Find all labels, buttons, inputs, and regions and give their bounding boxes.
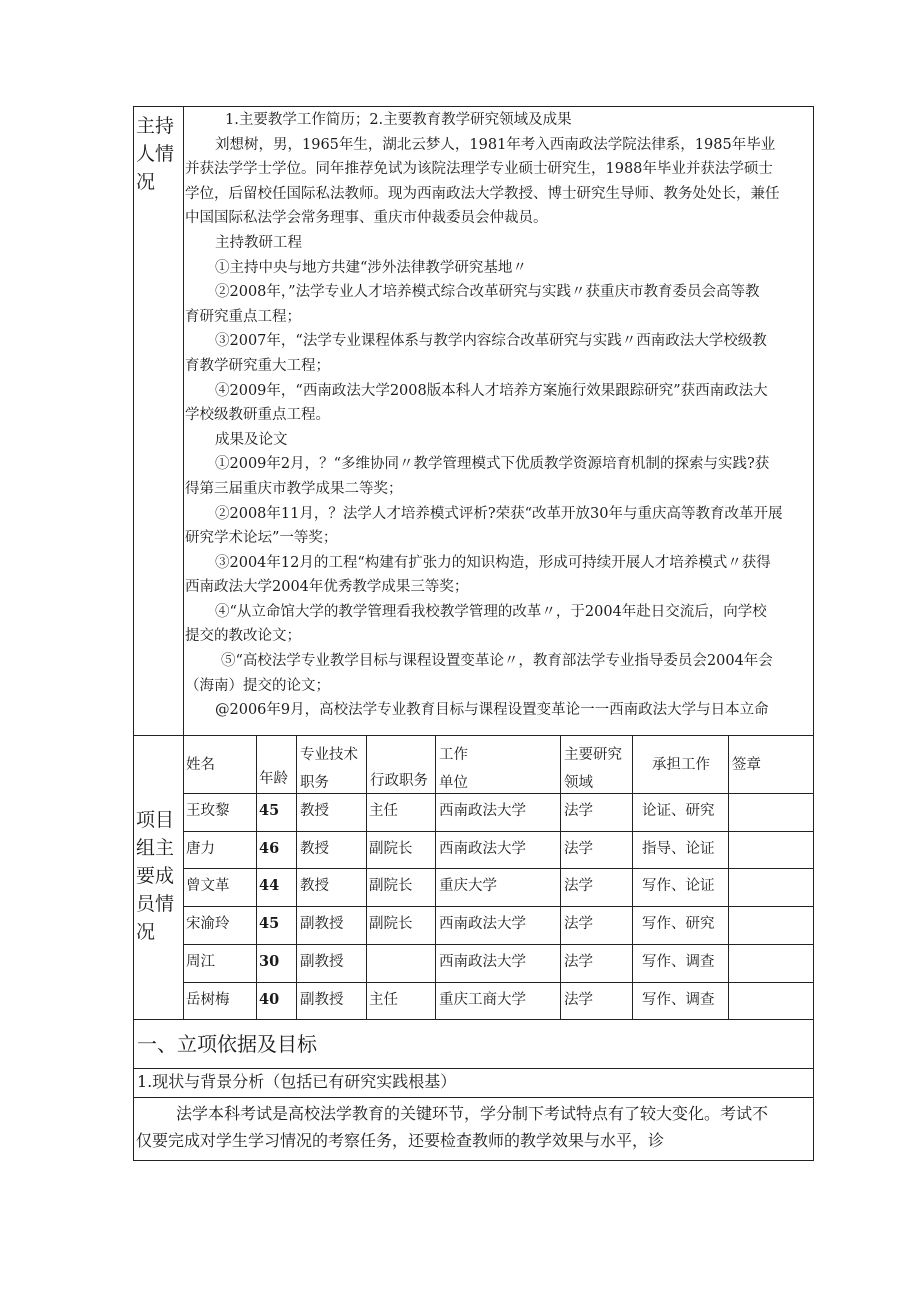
members-label-line: 组主 xyxy=(136,837,175,859)
member-admin-cell: 副院长 xyxy=(369,916,413,932)
header-sign: 签章 xyxy=(732,757,761,773)
section1-title: 一、立项依据及目标 xyxy=(137,1032,317,1056)
member-admin-cell: 主任 xyxy=(369,992,398,1008)
body-line: 法学本科考试是高校法学教育的关键环节，学分制下考试特点有了较大变化。考试不 xyxy=(176,1104,769,1123)
member-col-divider xyxy=(435,735,436,1019)
member-work-cell: 写作、调查 xyxy=(642,954,715,970)
header-field-line: 主要研究 xyxy=(564,747,622,763)
results-title: 成果及论文 xyxy=(215,431,288,448)
member-field-cell: 法学 xyxy=(564,916,593,932)
header-unit-line: 工作 xyxy=(439,747,468,763)
members-label-line: 员情 xyxy=(136,893,175,915)
member-admin-cell: 副院长 xyxy=(369,841,413,857)
member-work-cell: 论证、研究 xyxy=(642,803,715,819)
member-title-cell: 教授 xyxy=(300,841,329,857)
member-field-cell: 法学 xyxy=(564,878,593,894)
member-name-cell: 周江 xyxy=(186,954,215,970)
member-title-cell: 副教授 xyxy=(300,916,344,932)
members-label-line: 要成 xyxy=(136,865,175,887)
header-age: 年龄 xyxy=(259,771,288,787)
projects-title: 主持教研工程 xyxy=(215,234,302,251)
project-item: ③2007年，“法学专业课程体系与教学内容综合改革研究与实践〃西南政法大学校级教 xyxy=(215,333,767,350)
header-work: 承担工作 xyxy=(652,757,710,773)
result-item: ①2009年2月，？“多维协同〃教学管理模式下优质教学资源培育机制的探索与实践?获 xyxy=(215,456,770,473)
header-admin: 行政职务 xyxy=(370,773,428,789)
host-heading: 1.主要教学工作简历；2.主要教育教学研究领域及成果 xyxy=(225,112,572,128)
member-admin-cell: 副院长 xyxy=(369,878,413,894)
project-item-cont: 学校级教研重点工程。 xyxy=(185,407,330,424)
member-row-divider xyxy=(183,944,814,945)
header-title xyxy=(300,741,358,797)
host-label-line: 况 xyxy=(136,171,156,193)
member-age-cell: 44 xyxy=(259,877,280,894)
header-unit-line: 单位 xyxy=(439,775,468,791)
header-field xyxy=(564,741,622,797)
header-unit xyxy=(439,741,468,797)
member-col-divider xyxy=(296,735,297,1019)
member-unit-cell: 西南政法大学 xyxy=(439,954,526,970)
host-label xyxy=(136,112,174,196)
member-name-cell: 岳树梅 xyxy=(186,992,230,1008)
project-item-cont: 育教学研究重大工程； xyxy=(185,357,330,374)
member-col-divider xyxy=(560,735,561,1019)
project-item: ②2008年，”法学专业人才培养模式综合改革研究与实践〃获重庆市教育委员会高等教 xyxy=(215,284,760,301)
host-label-line: 人情 xyxy=(136,143,175,165)
result-item-cont: 研究学术论坛”一等奖； xyxy=(185,530,338,547)
bio-line: 学位，后留校任国际私法教师。现为西南政法大学教授、博士研究生导师、教务处处长，兼任 xyxy=(185,185,780,202)
result-item-cont: （海南）提交的论文； xyxy=(185,677,330,694)
bio-line: 并获法学学士学位。同年推荐免试为该院法理学专业硕士研究生，1988年毕业并获法学硕士 xyxy=(185,161,773,178)
header-title-line: 专业技术 xyxy=(300,747,358,763)
header-field-line: 领域 xyxy=(564,775,593,791)
member-title-cell: 教授 xyxy=(300,878,329,894)
member-title-cell: 副教授 xyxy=(300,992,344,1008)
member-name-cell: 曾文革 xyxy=(186,878,230,894)
section1-subtitle: 1.现状与背景分析（包括已有研究实践根基） xyxy=(137,1072,457,1091)
member-unit-cell: 重庆大学 xyxy=(439,878,497,894)
bio-line: 中国国际私法学会常务理事、重庆市仲裁委员会仲裁员。 xyxy=(185,210,548,227)
subtitle-bottom-rule xyxy=(133,1097,814,1098)
member-age-cell: 30 xyxy=(259,953,280,970)
result-item: ③2004年12月的工程“构建有扩张力的知识构造，形成可持续开展人才培养模式〃获得 xyxy=(215,554,771,571)
member-name-cell: 宋渝玲 xyxy=(186,916,230,932)
header-title-line: 职务 xyxy=(300,775,329,791)
member-row-divider xyxy=(183,906,814,907)
member-title-cell: 教授 xyxy=(300,803,329,819)
member-col-divider xyxy=(632,735,633,1019)
member-row-divider xyxy=(183,982,814,983)
bio-line: 刘想树，男，1965年生，湖北云梦人，1981年考入西南政法学院法律系，1985年毕业 xyxy=(215,136,776,153)
member-work-cell: 指导、论证 xyxy=(642,841,715,857)
member-title-cell: 副教授 xyxy=(300,954,344,970)
body-line: 仅要完成对学生学习情况的考察任务，还要检查教师的教学效果与水平，诊 xyxy=(136,1131,665,1150)
result-item-cont: 得第三届重庆市教学成果二等奖； xyxy=(185,480,403,497)
member-unit-cell: 西南政法大学 xyxy=(439,916,526,932)
result-item: ②2008年11月，？法学人才培养模式评析?荣获“改革开放30年与重庆高等教育改革开展 xyxy=(215,505,783,522)
member-unit-cell: 西南政法大学 xyxy=(439,803,526,819)
member-work-cell: 写作、研究 xyxy=(642,916,715,932)
project-item-cont: 育研究重点工程； xyxy=(185,308,301,325)
host-label-line: 主持 xyxy=(136,115,175,137)
project-item: ④2009年，“西南政法大学2008版本科人才培养方案施行效果跟踪研究”获西南政法大 xyxy=(215,382,768,399)
member-name-cell: 唐力 xyxy=(186,841,215,857)
member-row-divider xyxy=(183,868,814,869)
member-age-cell: 40 xyxy=(259,991,280,1008)
member-work-cell: 写作、论证 xyxy=(642,878,715,894)
result-item: @2006年9月，高校法学专业教育目标与课程设置变革论一一西南政法大学与日本立命 xyxy=(215,702,769,719)
member-age-cell: 45 xyxy=(259,802,280,819)
section1-title-bottom-rule xyxy=(133,1068,814,1069)
member-col-divider xyxy=(366,735,367,1019)
member-row-divider xyxy=(183,831,814,832)
member-admin-cell: 主任 xyxy=(369,803,398,819)
host-section-bottom-rule xyxy=(133,735,814,736)
member-field-cell: 法学 xyxy=(564,841,593,857)
members-section-bottom-rule xyxy=(133,1019,814,1020)
members-label-line: 况 xyxy=(136,921,156,943)
member-field-cell: 法学 xyxy=(564,803,593,819)
members-label xyxy=(136,806,174,946)
section1-body xyxy=(136,1100,812,1154)
header-name: 姓名 xyxy=(186,757,215,773)
member-col-divider xyxy=(728,735,729,1019)
label-column-divider xyxy=(183,106,184,1019)
member-field-cell: 法学 xyxy=(564,992,593,1008)
result-item: ⑤“高校法学专业教学目标与课程设置变革论〃，教育部法学专业指导委员会2004年会 xyxy=(221,653,773,670)
member-field-cell: 法学 xyxy=(564,954,593,970)
member-work-cell: 写作、调查 xyxy=(642,992,715,1008)
member-age-cell: 45 xyxy=(259,915,280,932)
result-item-cont: 西南政法大学2004年优秀教学成果三等奖； xyxy=(185,579,469,596)
member-row-divider xyxy=(183,793,814,794)
members-label-line: 项目 xyxy=(136,809,175,831)
member-col-divider xyxy=(256,735,257,1019)
result-item-cont: 提交的教改论文； xyxy=(185,628,301,645)
member-name-cell: 王玫黎 xyxy=(186,803,230,819)
member-age-cell: 46 xyxy=(259,840,280,857)
member-unit-cell: 重庆工商大学 xyxy=(439,992,526,1008)
host-content xyxy=(185,108,811,723)
member-unit-cell: 西南政法大学 xyxy=(439,841,526,857)
result-item: ④“从立命馆大学的教学管理看我校教学管理的改革〃，于2004年赴日交流后，向学校 xyxy=(215,603,767,620)
project-item: ①主持中央与地方共建“涉外法律教学研究基地〃 xyxy=(215,259,527,276)
